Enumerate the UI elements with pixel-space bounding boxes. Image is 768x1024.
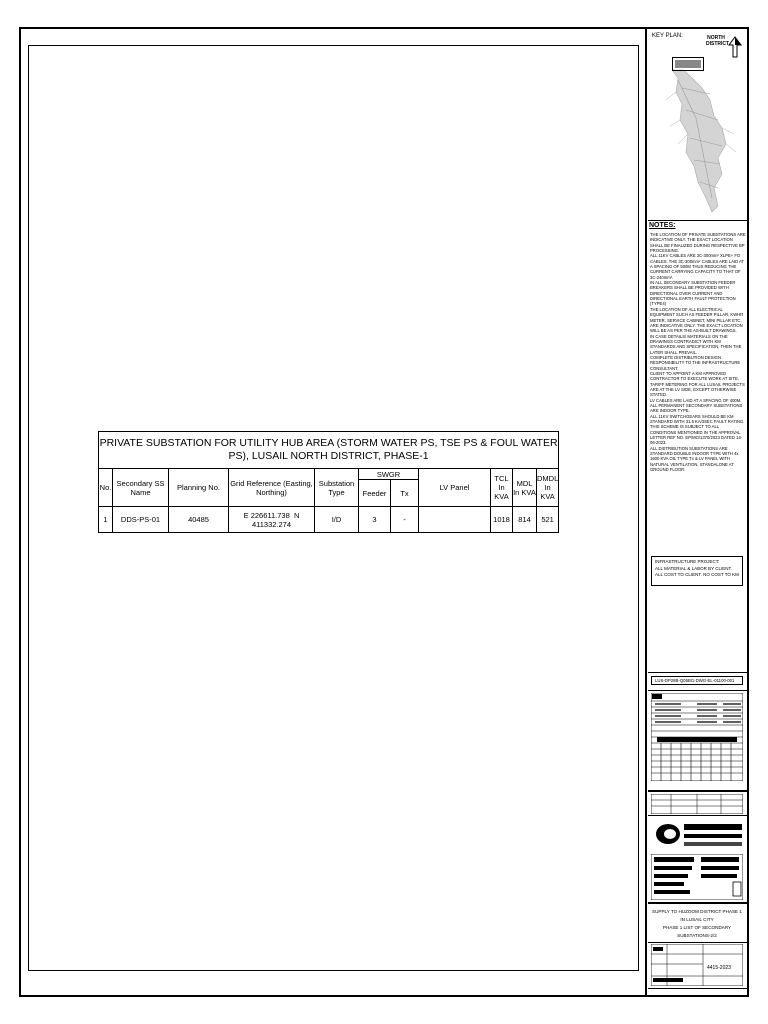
- drawing-title-block: [651, 908, 743, 940]
- col-header-tcl: TCL In KVA: [491, 469, 513, 507]
- revision-table: [651, 693, 743, 781]
- divider: [648, 815, 749, 816]
- cell-grid-reference: [229, 507, 315, 533]
- infrastructure-line: ALL MATERIAL & LABOR BY CLIENT.: [655, 565, 733, 571]
- note-item: THE LOCATION OF ALL ELECTRICAL EQUIPMENT SUCH AS FEEDER PILLAR, KWHR METER, SERVICE CABINET, MINI PILLAR ETC. ARE INDICATIVE ONLY. THE EXACT LOCATION WILL BE AS PER THE AS-BUILT DRAWINGS.: [650, 306, 744, 334]
- notes-list: [650, 232, 746, 472]
- note-item: LV CABLES ARE LAID AT A SPACING OF 400M.: [650, 397, 742, 403]
- cell-easting: E 226611.738: [243, 510, 290, 520]
- cell-planning-no: 40485: [169, 507, 229, 533]
- infrastructure-note-box: [651, 556, 743, 586]
- col-header-planning-no: Planning No.: [169, 469, 229, 507]
- col-header-no: No.: [99, 469, 113, 507]
- divider: [648, 672, 749, 673]
- notes-title: NOTES:: [649, 222, 676, 229]
- document-reference-number: LUS-DP28B-Q05BG-DWG-EL-01100-001: [651, 676, 743, 685]
- key-plan-map: [652, 48, 744, 216]
- cell-dmdl: 521: [537, 507, 559, 533]
- note-item: TARIFF METERING FOR ALL LUSAIL PROJECTS ARE AT THE LV SIDE, EXCEPT OTHERWISE STATED.: [650, 381, 745, 398]
- divider: [648, 220, 749, 221]
- table-row: [99, 507, 559, 533]
- table-title: PRIVATE SUBSTATION FOR UTILITY HUB AREA (STORM WATER PS, TSE PS & FOUL WATER PS), LUSAIL NORTH DISTRICT, PHASE-1: [99, 432, 559, 469]
- note-item: ALL 11KV CABLES ARE 3C-300mm² XLPE+ FO CABLES. THE 3C-300mm² CABLES ARE LAID AT A SPACING OF 500M THUS REDUCING THE CURRENT CARRYING CAPACITY TO THAT OF 3C-240mm².: [650, 253, 745, 280]
- title-block-info: [651, 854, 743, 900]
- cell-lv-panel: [419, 507, 491, 533]
- substation-table: [98, 431, 559, 533]
- note-item: CLIENT TO APPOINT A KM APPROVED CONTRACTOR TO EXECUTE WORK AT SITE.: [650, 370, 739, 382]
- note-item: IN CASE DETAILS/ MATERIALS ON THE DRAWINGS CONTRADICT WITH KM STANDARDS AND SPECIFICATION, THEN THE LATER SHALL PREVAIL.: [650, 333, 742, 355]
- note-item: ALL PERMANENT SECONDARY SUBSTATIONS ARE INDOOR TYPE.: [650, 403, 743, 414]
- cell-mdl: 814: [513, 507, 537, 533]
- drawing-title-line: IN LUSAIL CITY: [680, 917, 714, 922]
- divider: [648, 790, 749, 792]
- col-header-grid-reference: Grid Reference (Easting, Northing): [229, 469, 315, 507]
- cell-ss-name: DDS-PS-01: [113, 507, 169, 533]
- note-item: THE LOCATION OF PRIVATE SUBSTATIONS ARE INDICATIVE ONLY. THE EXACT LOCATION SHALL BE FINALIZED DURING RESPECTIVE BP PROCESSING.: [650, 232, 746, 254]
- key-plan-label: KEY PLAN:: [652, 33, 683, 39]
- note-item: ALL DISTRIBUTION SUBSTATIONS ARE STANDARD DOUBLE INDOOR TYPE WITH 4x 1600 KVA OIL TYPE Tx & LV PANEL WITH NATURAL VENTILATION, STANDALONE AT GROUND FLOOR.: [650, 445, 739, 473]
- note-item: THIS SCHEME IS SUBJECT TO ALL CONDITIONS MENTIONED IN THE APPROVAL LETTER REF NO. EP/MO/1370/2023 DATED 14-06-2023.: [650, 424, 743, 446]
- note-item: COMPLETE DISTRIBUTION DESIGN RESPONSIBILITY TO THE INFRASTRUCTURE CONSULTANT.: [650, 354, 741, 371]
- divider: [648, 988, 749, 989]
- cell-northing: N 411332.274: [251, 510, 300, 529]
- col-header-dmdl: DMDL In KVA: [537, 469, 559, 507]
- divider: [648, 942, 749, 943]
- cell-substation-type: I/D: [315, 507, 359, 533]
- divider: [648, 690, 749, 691]
- col-header-feeder: Feeder: [359, 480, 391, 507]
- drawing-number: 4415-2023: [707, 965, 731, 971]
- key-plan-highlight-fill: [675, 60, 701, 68]
- cell-tcl: 1018: [491, 507, 513, 533]
- col-header-tx: Tx: [391, 480, 419, 507]
- drawing-title-line: PHASE 1 LIST OF SECONDARY SUBSTATIONS-2/2: [662, 925, 732, 938]
- approval-box: [651, 794, 743, 814]
- cell-tx: -: [391, 507, 419, 533]
- drawing-title-line: SUPPLY TO HUZOOM DISTRICT PHASE 1: [652, 909, 742, 914]
- col-header-lv-panel: LV Panel: [419, 469, 491, 507]
- company-logo-icon: [652, 820, 744, 850]
- col-header-substation-type: Substation Type: [315, 469, 359, 507]
- note-item: ALL 11KV SWITCHGEARS SHOULD BE KM STANDARD WITH 31.5 KA/3SEC FAULT RATING.: [650, 413, 745, 425]
- note-item: IN ALL SECONDARY SUBSTATION FEEDER BREAKERS SHALL BE PROVIDED WITH DIRECTIONAL OVER CURRENT AND DIRECTIONAL EARTH FAULT PROTECTION (TYPE4): [650, 280, 736, 307]
- col-header-swgr: SWGR: [359, 469, 419, 480]
- cell-no: 1: [99, 507, 113, 533]
- divider: [648, 902, 749, 904]
- infrastructure-line: ALL COST TO CLIENT. NO COST TO KM: [655, 572, 739, 577]
- col-header-mdl: MDL In KVA: [513, 469, 537, 507]
- infrastructure-line: INFRASTRUCTURE PROJECT:: [655, 559, 720, 564]
- cell-feeder: 3: [359, 507, 391, 533]
- col-header-ss-name: Secondary SS Name: [113, 469, 169, 507]
- key-plan-district-label: NORTH DISTRICT: [706, 35, 730, 47]
